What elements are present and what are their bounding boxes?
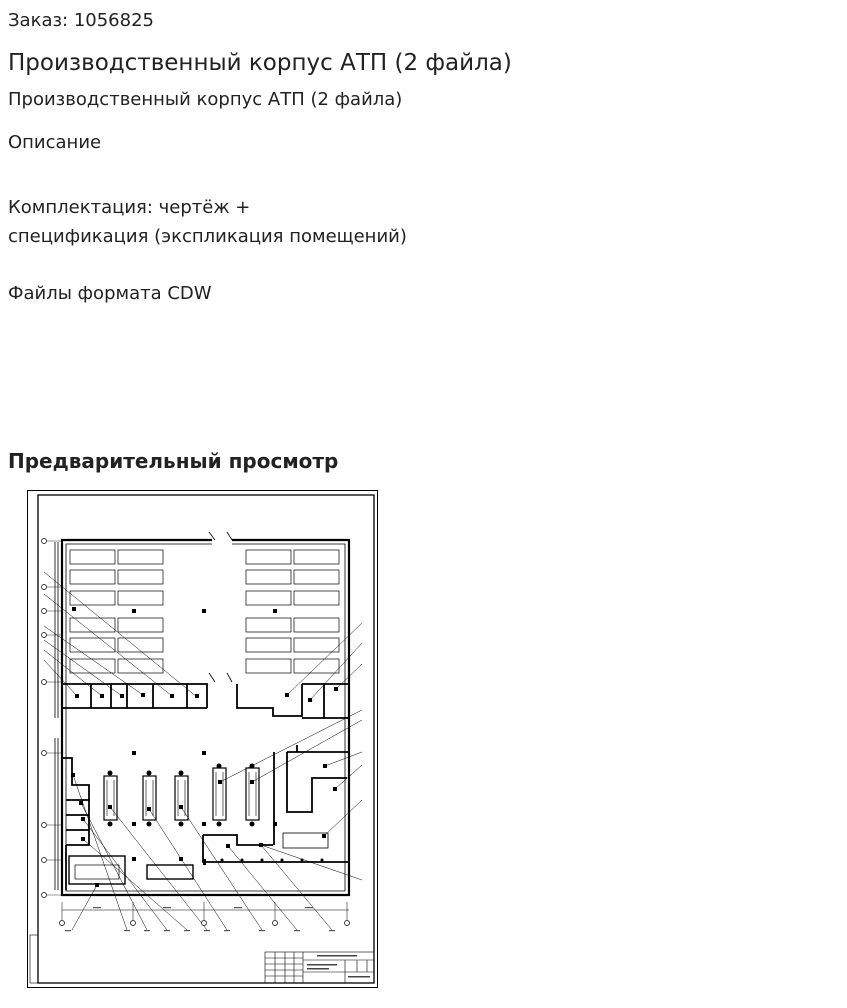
kit-line-1: Комплектация: чертёж +	[8, 197, 251, 218]
preview-heading: Предварительный просмотр	[8, 449, 339, 473]
preview-image[interactable]	[27, 490, 379, 990]
page-title: Производственный корпус АТП (2 файла)	[8, 50, 512, 76]
floor-plan-drawing-icon	[27, 490, 379, 990]
kit-line-2: спецификация (экспликация помещений)	[8, 226, 407, 247]
file-format: Файлы формата CDW	[8, 283, 212, 304]
order-number: Заказ: 1056825	[8, 10, 154, 31]
page-subtitle: Производственный корпус АТП (2 файла)	[8, 89, 403, 110]
description-heading: Описание	[8, 132, 102, 153]
description-body	[8, 193, 407, 308]
